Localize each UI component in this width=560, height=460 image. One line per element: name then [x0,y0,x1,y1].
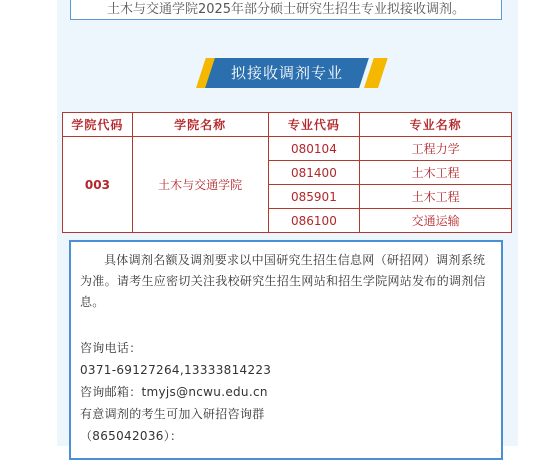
section-banner [196,58,380,88]
major-name-cell: 土木工程 [360,185,512,209]
major-name-cell: 工程力学 [360,137,512,161]
major-code-cell: 081400 [268,161,360,185]
major-code-cell: 080104 [268,137,360,161]
college-code-cell: 003 [63,137,133,233]
banner-title: 拟接收调剂专业 [230,64,343,82]
major-name-cell: 交通运输 [360,209,512,233]
group-number: （865042036）： [80,429,183,443]
intro-box [70,0,502,20]
notice-paragraph: 具体调剂名额及调剂要求以中国研究生招生信息网（研招网）调剂系统为准。请考生应密切关注我校研究生招生网站和招生学院网站发布的调剂信息。 [80,253,486,309]
major-code-cell: 085901 [268,185,360,209]
header-college-code: 学院代码 [63,113,133,137]
table-row [63,137,512,161]
table-header-row [63,113,512,137]
header-college-name: 学院名称 [132,113,268,137]
intro-text: 土木与交通学院2025年部分硕士研究生招生专业拟接收调剂。 [106,2,466,17]
email-line: 咨询邮箱：tmyjs@ncwu.edu.cn [80,385,268,399]
notice-box [69,240,503,460]
phone-label: 咨询电话： [80,341,142,355]
group-line: 有意调剂的考生可加入研招咨询群 [80,407,265,421]
majors-table [62,112,512,233]
header-major-code: 专业代码 [268,113,360,137]
phone-number: 0371-69127264,13333814223 [80,363,272,377]
major-code-cell: 086100 [268,209,360,233]
header-major-name: 专业名称 [360,113,512,137]
major-name-cell: 土木工程 [360,161,512,185]
college-name-cell: 土木与交通学院 [132,137,268,233]
